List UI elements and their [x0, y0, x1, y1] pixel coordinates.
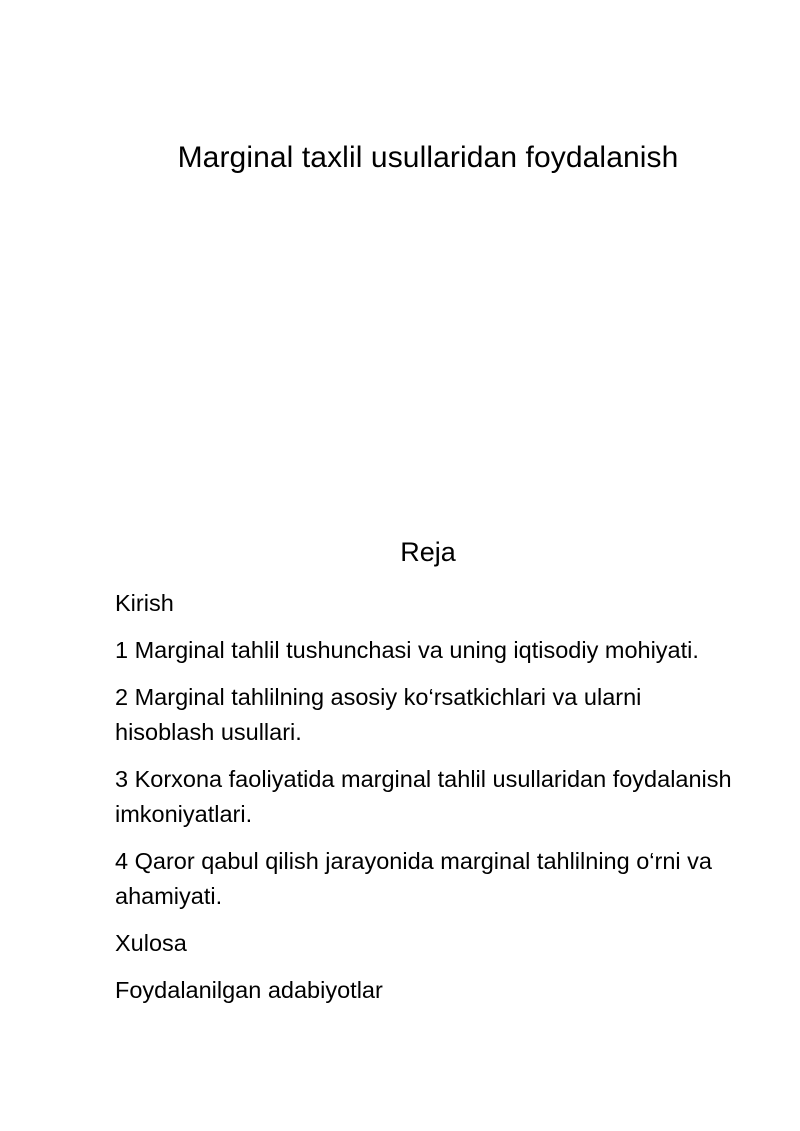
plan-item-conclusion: Xulosa — [115, 930, 187, 956]
plan-item-references: Foydalanilgan adabiyotlar — [115, 977, 383, 1003]
plan-list — [115, 586, 740, 1020]
plan-item-2: 2 Marginal tahlilning asosiy ko‘rsatkichlari va ularni hisoblash usullari. — [115, 684, 642, 745]
plan-item-4: 4 Qaror qabul qilish jarayonida marginal tahlilning o‘rni va ahamiyati. — [115, 848, 712, 909]
plan-heading: Reja — [400, 537, 456, 567]
plan-item-introduction: Kirish — [115, 590, 174, 616]
document-title: Marginal taxlil usullaridan foydalanish — [177, 141, 679, 174]
plan-item-3: 3 Korxona faoliyatida marginal tahlil usullaridan foydalanish imkoniyatlari. — [115, 766, 732, 827]
plan-item-1: 1 Marginal tahlil tushunchasi va uning iqtisodiy mohiyati. — [115, 637, 699, 663]
